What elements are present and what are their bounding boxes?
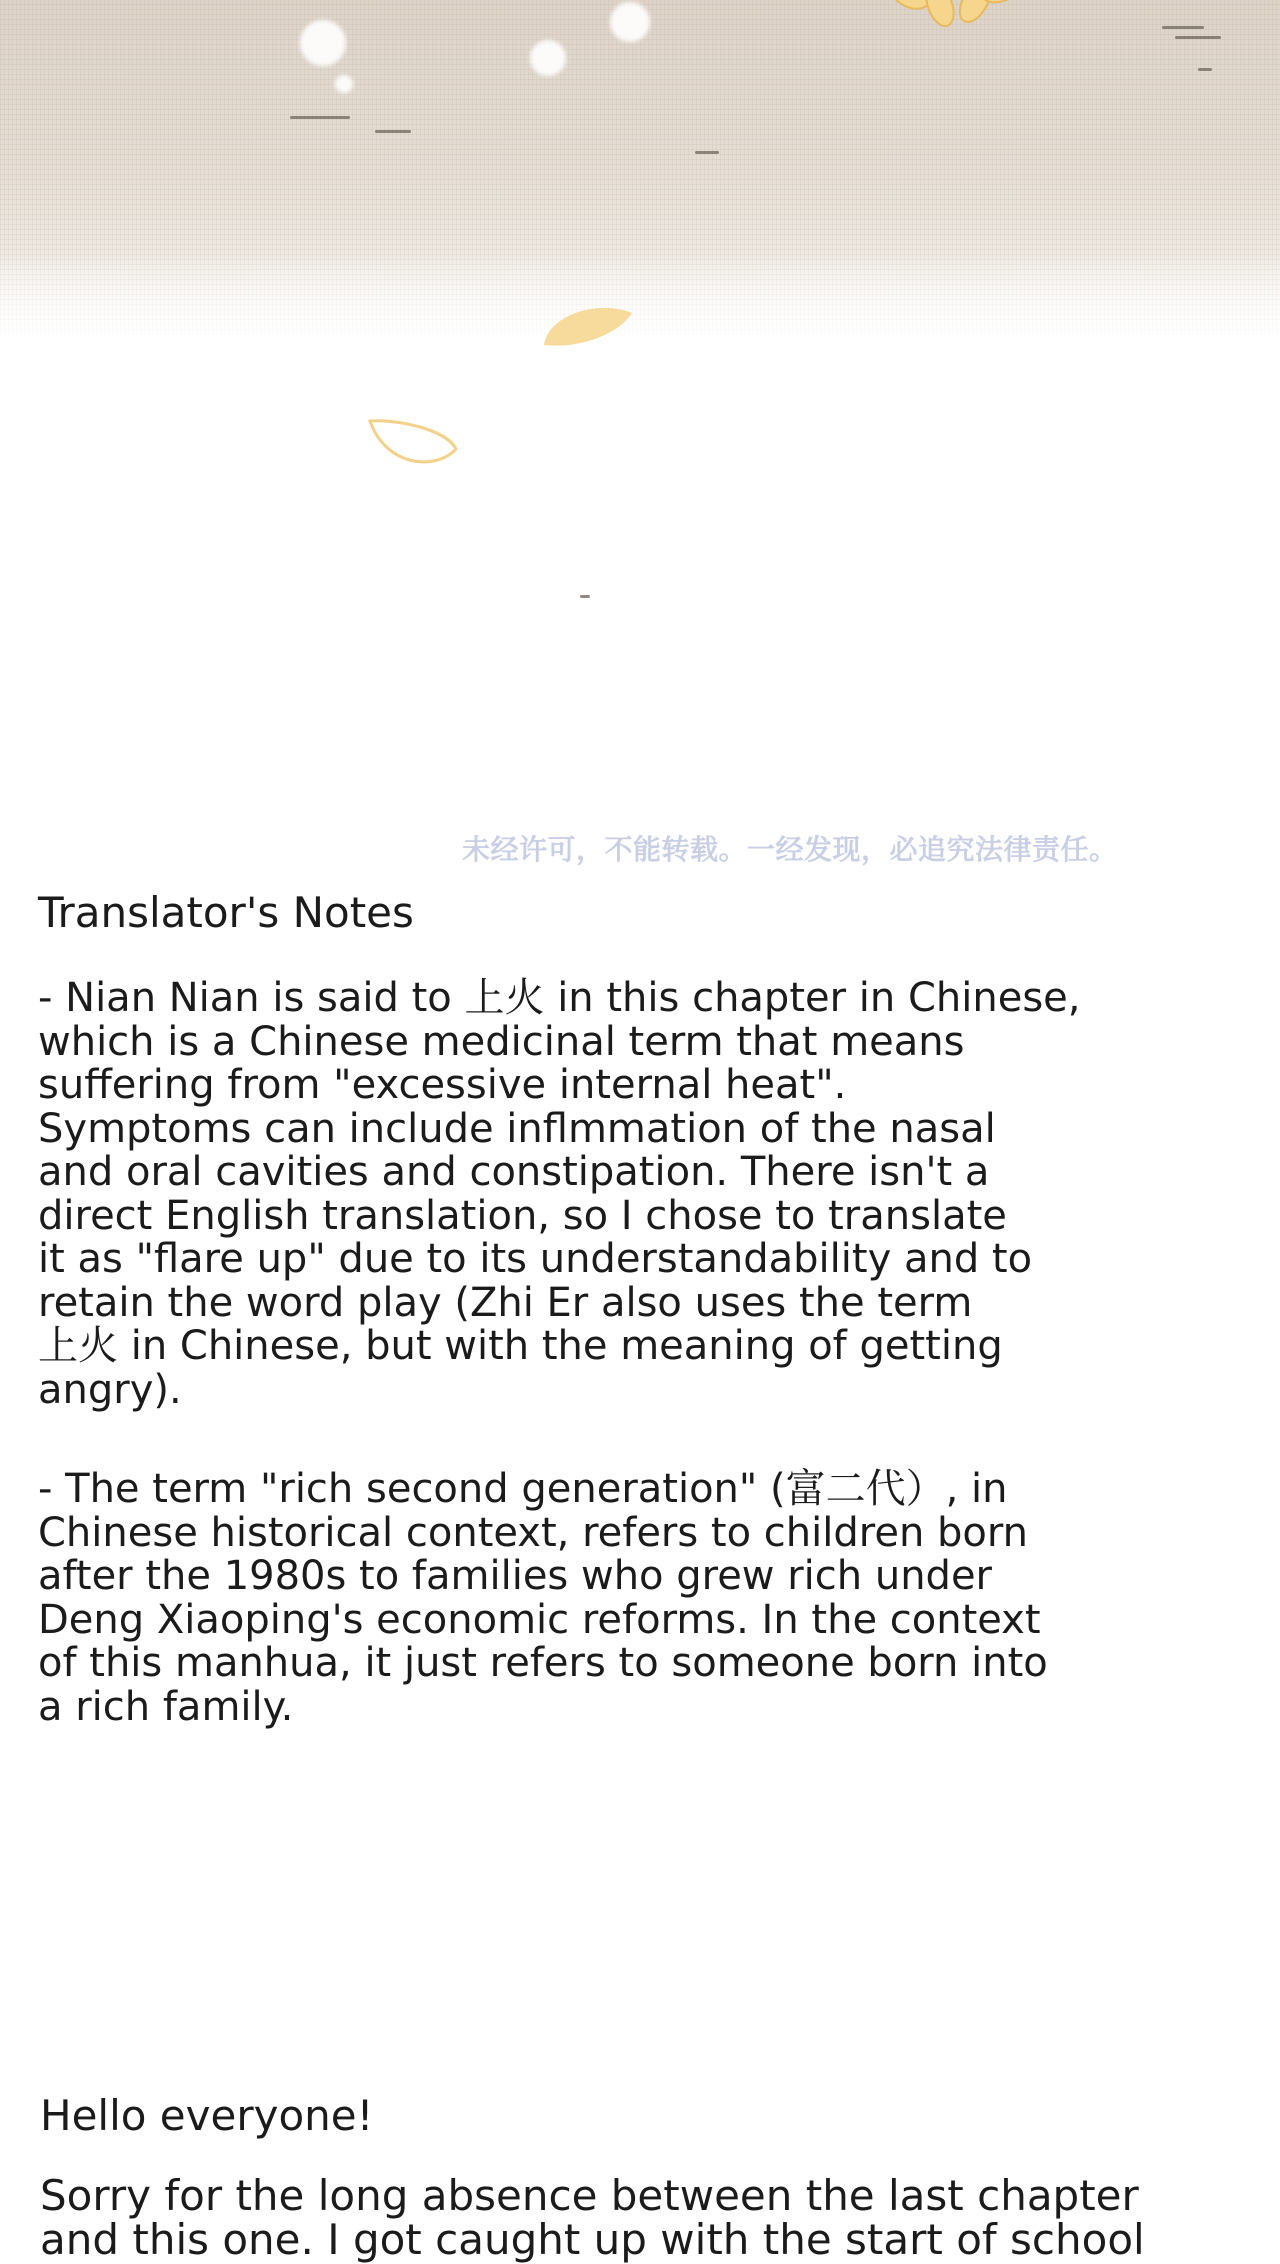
snowflake-decoration <box>530 40 566 76</box>
scribble-mark <box>290 116 350 119</box>
banner-fade <box>0 250 1280 350</box>
greeting-section <box>40 2088 1260 2262</box>
petal-decoration <box>538 295 638 351</box>
notes-title: Translator's Notes <box>38 888 414 937</box>
snowflake-decoration <box>300 20 346 66</box>
petal-decoration <box>366 415 462 475</box>
scribble-mark <box>375 130 411 133</box>
scribble-mark <box>695 151 719 154</box>
scribble-mark <box>1175 36 1221 39</box>
greeting-hello: Hello everyone! <box>40 2091 374 2140</box>
scribble-mark <box>1198 68 1212 71</box>
snowflake-decoration <box>610 2 650 42</box>
greeting-body: Sorry for the long absence between the last chapter and this one. I got caught up with the start of school <box>40 2171 1145 2264</box>
note-paragraph: - The term "rich second generation" (富二代）, in Chinese historical context, refers to children born after the 1980s to families who grew rich under Deng Xiaoping's economic reforms. In the context of this manhua, it just refers to someone born into a rich family. <box>38 1466 1048 1730</box>
scribble-mark <box>580 595 590 598</box>
copyright-watermark: 未经许可，不能转载。一经发现，必追究法律责任。 <box>462 833 1118 866</box>
flower-decoration <box>880 0 1030 40</box>
note-paragraph: - Nian Nian is said to 上火 in this chapter in Chinese, which is a Chinese medicinal term that means suffering from "excessive internal heat". Symptoms can include inflmmation of the nasal and oral cavities and constipation. There isn't a direct English translation, so I chose to translate it as "flare up" due to its understandability and to retain the word play (Zhi Er also uses the term 上火 in Chinese, but with the meaning of getting angry). <box>38 975 1081 1413</box>
scribble-mark <box>1162 26 1204 29</box>
snowflake-decoration <box>335 75 353 93</box>
translator-notes <box>38 885 1238 1785</box>
